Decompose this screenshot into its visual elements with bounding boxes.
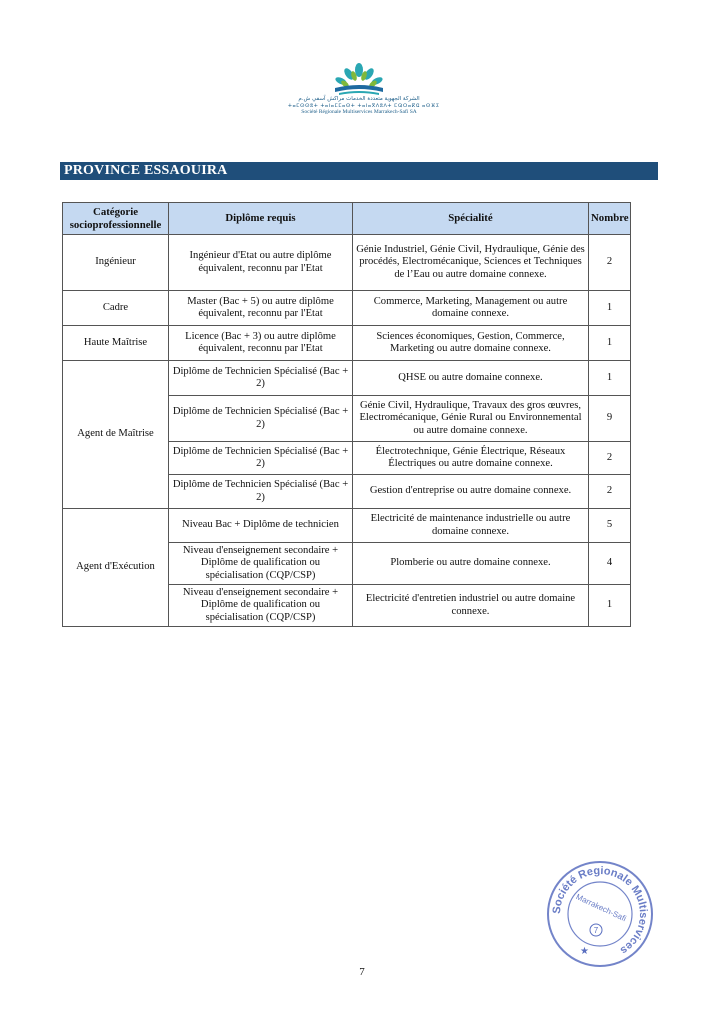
- category-cell: Cadre: [63, 291, 169, 326]
- nombre-cell: 9: [589, 396, 631, 442]
- header-nombre: Nombre: [589, 203, 631, 235]
- header-diplome: Diplôme requis: [169, 203, 353, 235]
- nombre-cell: 2: [589, 442, 631, 475]
- diplome-cell: Diplôme de Technicien Spécialisé (Bac + 2): [169, 475, 353, 509]
- category-cell: Haute Maîtrise: [63, 326, 169, 361]
- specialite-cell: Electricité de maintenance industrielle ou autre domaine connexe.: [353, 509, 589, 543]
- specialite-cell: Electricité d'entretien industriel ou autre domaine connexe.: [353, 585, 589, 627]
- page-number: 7: [359, 966, 365, 978]
- company-stamp: [544, 858, 656, 970]
- specialite-cell: Génie Civil, Hydraulique, Travaux des gros œuvres, Electromécanique, Génie Rural ou Environnemental ou autre domaine connexe.: [353, 396, 589, 442]
- nombre-cell: 4: [589, 543, 631, 585]
- table-row: [63, 326, 631, 361]
- specialite-cell: QHSE ou autre domaine connexe.: [353, 361, 589, 396]
- table-row: [63, 509, 631, 543]
- diplome-cell: Diplôme de Technicien Spécialisé (Bac + 2): [169, 361, 353, 396]
- table-row: [63, 361, 631, 396]
- company-logo: [288, 62, 440, 124]
- category-cell: Ingénieur: [63, 235, 169, 291]
- table-row: [63, 235, 631, 291]
- specialite-cell: Commerce, Marketing, Management ou autre domaine connexe.: [353, 291, 589, 326]
- nombre-cell: 1: [589, 361, 631, 396]
- category-cell: Agent d'Exécution: [63, 509, 169, 627]
- table-row: [63, 291, 631, 326]
- category-cell: Agent de Maîtrise: [63, 361, 169, 509]
- stamp-number: 7: [593, 926, 599, 935]
- nombre-cell: 2: [589, 475, 631, 509]
- diplome-cell: Niveau d'enseignement secondaire + Diplôme de qualification ou spécialisation (CQP/CSP): [169, 543, 353, 585]
- nombre-cell: 5: [589, 509, 631, 543]
- nombre-cell: 1: [589, 326, 631, 361]
- specialite-cell: Sciences économiques, Gestion, Commerce, Marketing ou autre domaine connexe.: [353, 326, 589, 361]
- nombre-cell: 2: [589, 235, 631, 291]
- stamp-inner-text: Marrakech-Safi: [574, 892, 628, 924]
- specialite-cell: Électrotechnique, Génie Électrique, Réseaux Électriques ou autre domaine connexe.: [353, 442, 589, 475]
- diplome-cell: Diplôme de Technicien Spécialisé (Bac + 2): [169, 442, 353, 475]
- diplome-cell: Master (Bac + 5) ou autre diplôme équivalent, reconnu par l'Etat: [169, 291, 353, 326]
- header-categorie: Catégorie socioprofessionnelle: [63, 203, 169, 235]
- diplome-cell: Niveau d'enseignement secondaire + Diplôme de qualification ou spécialisation (CQP/CSP): [169, 585, 353, 627]
- positions-table: [62, 202, 631, 627]
- logo-tifinagh-text: ⵜⴰⵎⵙⵙⵓⵜ ⵜⴰⵏⴰⵎⵎⴰⵙⵜ ⵜⴰⵏⴰⴳⴷⵓⴷⵜ ⵎⵕⵔⴰⴽⵛ ⴰⵙⴼⵉ: [288, 102, 440, 109]
- header-specialite: Spécialité: [353, 203, 589, 235]
- logo-arabic-text: الشركة الجهوية متعددة الخدمات مراكش آسفي ش.م: [298, 96, 420, 102]
- svg-text:★: ★: [580, 946, 589, 957]
- nombre-cell: 1: [589, 585, 631, 627]
- diplome-cell: Diplôme de Technicien Spécialisé (Bac + 2): [169, 396, 353, 442]
- diplome-cell: Niveau Bac + Diplôme de technicien: [169, 509, 353, 543]
- diplome-cell: Ingénieur d'Etat ou autre diplôme équivalent, reconnu par l'Etat: [169, 235, 353, 291]
- nombre-cell: 1: [589, 291, 631, 326]
- stamp-seal-icon: [544, 858, 656, 970]
- province-title: PROVINCE ESSAOUIRA: [60, 162, 658, 180]
- logo-french-text: Société Régionale Multiservices Marrakech-Safi SA: [301, 109, 417, 115]
- stamp-ring-text: Société Regionale Multiservices: [550, 864, 650, 957]
- specialite-cell: Plomberie ou autre domaine connexe.: [353, 543, 589, 585]
- table-header-row: [63, 203, 631, 235]
- logo-emblem-icon: [329, 62, 389, 96]
- specialite-cell: Génie Industriel, Génie Civil, Hydraulique, Génie des procédés, Electromécanique, Sciences et Techniques de l’Eau ou autre domaine connexe.: [353, 235, 589, 291]
- specialite-cell: Gestion d'entreprise ou autre domaine connexe.: [353, 475, 589, 509]
- diplome-cell: Licence (Bac + 3) ou autre diplôme équivalent, reconnu par l'Etat: [169, 326, 353, 361]
